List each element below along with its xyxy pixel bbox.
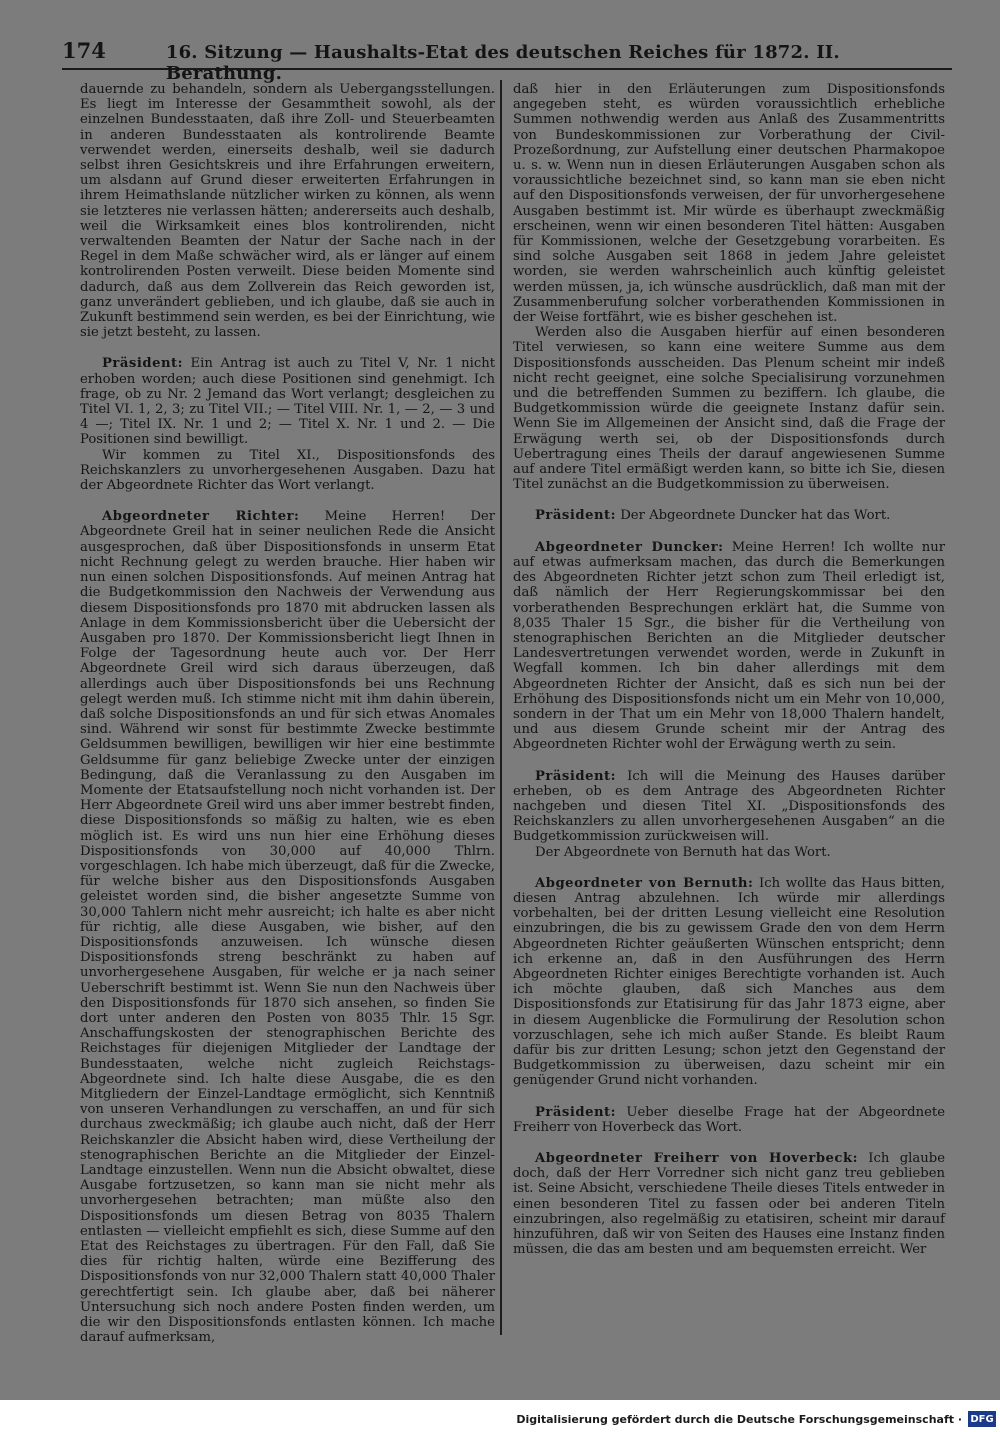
paragraph bbox=[80, 82, 495, 340]
paragraph-text: Meine Herren! Der Abgeordnete Greil hat in seiner neulichen Rede die Ansicht ausgesprochen, daß über Dispositionsfonds in unserm Etat nicht Rechnung gelegt zu werden brauche. Hier haben wir nun einen solchen Dispositionsfonds. Auf meinen Antrag hat die Budgetkommission den Nachweis der Verwendung aus diesem Dispositionsfonds pro 1870 mit abdrucken lassen als Anlage in dem Kommissionsbericht über die Uebersicht der Ausgaben pro 1870. Der Kommissionsbericht liegt Ihnen in Folge der Tagesordnung heute auch vor. Der Herr Abgeordnete Greil wird sich daraus überzeugen, daß allerdings auch über Dispositionsfonds bei uns Rechnung gelegt werden muß. Ich stimme nicht mit ihm dahin überein, daß solche Dispositionsfonds an und für sich etwas Anomales sind. Während wir sonst für bestimmte Zwecke bestimmte Geldsummen bewilligen, bewilligen wir hier eine bestimmte Geldsumme für ganz beliebige Zwecke unter der einzigen Bedingung, daß die Veranlassung zu den Ausgaben im Momente der Etatsaufstellung noch nicht vorhanden ist. Der Herr Abgeordnete Greil wird uns aber immer bestrebt finden, diese Dispositionsfonds so mäßig zu halten, wie es eben möglich ist. Es wird uns nun hier eine Erhöhung dieses Dispositionsfonds von 30,000 auf 40,000 Thlrn. vorgeschlagen. Ich habe mich überzeugt, daß für die Zwecke, für welche bisher aus den Dispositionsfonds Ausgaben geleistet worden sind, die bisher angesetzte Summe von 30,000 Tahlern nicht mehr ausreicht; ich halte es aber nicht für richtig, alle diese Ausgaben, wie bisher, auf den Dispositionsfonds anzuweisen. Ich wünsche diesen Dispositionsfonds streng beschränkt zu haben auf unvorhergesehene Ausgaben, für welche er ja nach seiner Ueberschrift bestimmt ist. Wenn Sie nun den Nachweis über den Dispositionsfonds für 1870 sich ansehen, so finden Sie dort unter anderen den Posten von 8035 Thlr. 15 Sgr. Anschaffungskosten der stenographischen Berichte des Reichstages für diejenigen Mitglieder der Landtage der Bundesstaaten, welche nicht zugleich Reichstags-Abgeordnete sind. Ich halte diese Ausgabe, die es den Mitgliedern der Einzel-Landtage ermöglicht, sich Kenntniß von unseren Verhandlungen zu verschaffen, an und für sich durchaus zweckmäßig; ich glaube auch nicht, daß der Herr Reichskanzler die Absicht haben wird, diese Vertheilung der stenographischen Berichte an die Mitglieder der Einzel-Landtage einzustellen. Wenn nun die Absicht obwaltet, diese Ausgabe fortzusetzen, so kann man sie nicht mehr als unvorhergesehen betrachten; man müßte also den Dispositionsfonds um diesen Betrag von 8035 Thalern entlasten — vielleicht empfiehlt es sich, diese Summe auf den Etat des Reichstages zu übertragen. Für den Fall, daß Sie dies für richtig halten, würde eine Bezifferung des Dispositionsfonds von nur 32,000 Thalern statt 40,000 Thaler gerechtfertigt sein. Ich glaube aber, daß bei näherer Untersuchung sich noch andere Posten finden werden, um die wir den Dispositionsfonds entlasten können. Ich mache darauf aufmerksam, bbox=[80, 509, 495, 1346]
speaker-name: Präsident: bbox=[535, 1104, 617, 1120]
funding-credit: Digitalisierung gefördert durch die Deutsche Forschungsgemeinschaft · bbox=[516, 1413, 962, 1426]
paragraph-text: Ein Antrag ist auch zu Titel V, Nr. 1 nicht erhoben worden; auch diese Positionen sind genehmigt. Ich frage, ob zu Nr. 2 Jemand das Wort verlangt; desgleichen zu Titel VI. 1, 2, 3; zu Titel VII.; — Titel VIII. Nr. 1, — 2, — 3 und 4 —; Titel IX. Nr. 1 und 2; — Titel X. Nr. 1 und 2. — Die Positionen sind bewilligt. bbox=[80, 356, 495, 448]
paragraph-text: Werden also die Ausgaben hierfür auf einen besonderen Titel verwiesen, so kann eine weitere Summe aus dem Dispositionsfonds ausscheiden. Das Plenum scheint mir indeß nicht recht geeignet, eine solche Specialisirung vorzunehmen und die betreffenden Summen zu beziffern. Ich glaube, die Budgetkommission würde die geeignete Instanz dafür sein. Wenn Sie im Allgemeinen der Ansicht sind, daß die Frage der Erwägung werth sei, ob der Dispositionsfonds durch Uebertragung eines Theils der darauf angewiesenen Summe auf andere Titel ermäßigt werden kann, so bitte ich Sie, diesen Titel zunächst an die Budgetkommission zu überweisen. bbox=[513, 325, 945, 493]
paragraph bbox=[513, 82, 945, 325]
paragraph-text: Ich glaube doch, daß der Herr Vorredner sich nicht ganz treu geblieben ist. Seine Absicht, verschiedene Theile dieses Titels entweder in einen besonderen Titel zu fassen oder bei anderen Titeln einzubringen, also regelmäßig zu etatisiren, scheint mir darauf hinzuführen, daß wir von Seiten des Hauses eine Instanz finden müssen, die das am besten und am bequemsten erreicht. Wer bbox=[513, 1151, 946, 1258]
paragraph bbox=[513, 1151, 945, 1257]
speaker-name: Abgeordneter von Bernuth: bbox=[535, 875, 754, 891]
page-number: 174 bbox=[62, 38, 106, 63]
paragraph-text: Der Abgeordnete Duncker hat das Wort. bbox=[616, 508, 891, 524]
column-divider bbox=[500, 80, 502, 1335]
speaker-name: Präsident: bbox=[535, 508, 617, 524]
speaker-name: Präsident: bbox=[102, 356, 184, 372]
dfg-logo: DFG bbox=[968, 1411, 996, 1427]
page-header-title: 16. Sitzung — Haushalts-Etat des deutschen Reiches für 1872. II. Berathung. bbox=[165, 42, 840, 84]
paragraph-text: daß hier in den Erläuterungen zum Dispositionsfonds angegeben steht, es würden voraussichtlich erhebliche Summen nothwendig werden aus Anlaß des Zusammentritts von Bundeskommissionen zur Vorberathung der Civil-Prozeßordnung, zur Aufstellung einer deutschen Pharmakopoe u. s. w. Wenn nun in diesen Erläuterungen Ausgaben schon als voraussichtliche bezeichnet sind, so kann man sie eben nicht auf den Dispositionsfonds verweisen, der für unvorhergesehene Ausgaben bestimmt ist. Mir würde es überhaupt zweckmäßig erscheinen, wenn wir einen besonderen Titel hätten: Ausgaben für Kommissionen, welche der Gesetzgebung vorarbeiten. Es sind solche Ausgaben seit 1868 in jedem Jahre geleistet worden, sie werden wahrscheinlich auch künftig geleistet werden müssen, ja, ich wünsche ausdrücklich, daß man mit der Zusammenberufung solcher vorberathenden Kommissionen in der Weise fortfährt, wie es bisher geschehen ist. bbox=[513, 82, 945, 326]
paragraph-text: Wir kommen zu Titel XI., Dispositionsfonds des Reichskanzlers zu unvorhergesehenen Ausgaben. Dazu hat der Abgeordnete Richter das Wort verlangt. bbox=[80, 447, 495, 494]
speaker-name: Abgeordneter Duncker: bbox=[535, 539, 724, 555]
paragraph bbox=[513, 769, 945, 845]
paragraph bbox=[513, 540, 945, 753]
paragraph bbox=[80, 448, 495, 494]
paragraph bbox=[513, 845, 945, 860]
paragraph bbox=[80, 509, 495, 1345]
speaker-name: Abgeordneter Freiherr von Hoverbeck: bbox=[535, 1151, 858, 1166]
paragraph bbox=[80, 356, 495, 447]
paragraph-text: Der Abgeordnete von Bernuth hat das Wort. bbox=[535, 844, 831, 860]
footer-bar bbox=[0, 1400, 1000, 1432]
paragraph bbox=[513, 876, 945, 1089]
speaker-name: Abgeordneter Richter: bbox=[102, 509, 300, 525]
running-head bbox=[62, 38, 952, 84]
left-column bbox=[80, 82, 495, 1346]
paragraph-text: Ueber dieselbe Frage hat der Abgeordnete Freiherr von Hoverbeck das Wort. bbox=[513, 1104, 945, 1135]
paragraph-text: Ich will die Meinung des Hauses darüber erheben, ob es dem Antrage des Abgeordneten Richter nachgeben und diesen Titel XI. „Dispositionsfonds des Reichskanzlers zu allen unvorhergesehenen Ausgaben“ an die Budgetkommission zurückweisen will. bbox=[513, 768, 945, 845]
right-column bbox=[513, 82, 945, 1332]
paragraph-text: dauernde zu behandeln, sondern als Uebergangsstellungen. Es liegt im Interesse der Gesammtheit sowohl, als der einzelnen Bundesstaaten, daß ihre Zoll- und Steuerbeamten in anderen Bundesstaaten als kontrolirende Beamte verwendet werden, einerseits deshalb, weil sie dadurch selbst ihren Gesichtskreis und ihre Erfahrungen erweitern, um alsdann auf Grund dieser erweiterten Erfahrungen in ihrem Heimathslande nützlicher wirken zu können, als wenn sie letzteres nie verlassen hätten; andererseits auch deshalb, weil die Wirksamkeit eines blos kontrolirenden, nicht verwaltenden Beamten der Natur der Sache nach in der Regel in dem Maße schwächer wird, als er länger auf einem kontrolirenden Posten verweilt. Diese beiden Momente sind dadurch, daß aus dem Zollverein das Reich geworden ist, ganz unverändert geblieben, und ich glaube, daß sie auch in Zukunft bestimmend sein werden, es bei der Einrichtung, wie sie jetzt besteht, zu lassen. bbox=[80, 82, 495, 341]
paragraph bbox=[513, 508, 945, 523]
speaker-name: Präsident: bbox=[535, 768, 617, 784]
paragraph bbox=[513, 325, 945, 492]
paragraph-text: Meine Herren! Ich wollte nur auf etwas aufmerksam machen, das durch die Bemerkungen des Abgeordneten Richter jetzt schon zum Theil erledigt ist, daß nämlich der Herr Regierungskommissar bei den vorberathenden Besprechungen erklärt hat, die Summe von 8,035 Thaler 15 Sgr., die bisher für die Vertheilung von stenographischen Berichten an die Mitglieder deutscher Landesvertretungen verwendet worden, werde in Zukunft in Wegfall kommen. Ich bin daher allerdings mit dem Abgeordneten Richter der Ansicht, daß es sich nun bei der Erhöhung des Dispositionsfonds nicht um ein Mehr von 10,000, sondern in der That um ein Mehr von 18,000 Thalern handelt, und aus diesem Grunde scheint mir der Antrag des Abgeordneten Richter wohl der Erwägung werth zu sein. bbox=[513, 539, 945, 753]
paragraph-text: Ich wollte das Haus bitten, diesen Antrag abzulehnen. Ich würde mir allerdings vorbehalten, bei der dritten Lesung vielleicht eine Resolution einzubringen, die bis zu gewissem Grade den von dem Herrn Abgeordneten Richter geäußerten Wünschen entspricht; denn ich erkenne an, daß in den Ausführungen des Herrn Abgeordneten Richter einiges Berechtigte vorhanden ist. Auch ich möchte glauben, daß sich Manches aus dem Dispositionsfonds zur Etatisirung für das Jahr 1873 eigne, aber in diesem Augenblicke die Formulirung der Resolution schon vorzuschlagen, sehe ich mich außer Stande. Es bleibt Raum dafür bis zur dritten Lesung; schon jetzt den Gegenstand der Budgetkommission zu überweisen, dazu scheint mir ein genügender Grund nicht vorhanden. bbox=[513, 875, 946, 1089]
paragraph bbox=[513, 1105, 945, 1135]
